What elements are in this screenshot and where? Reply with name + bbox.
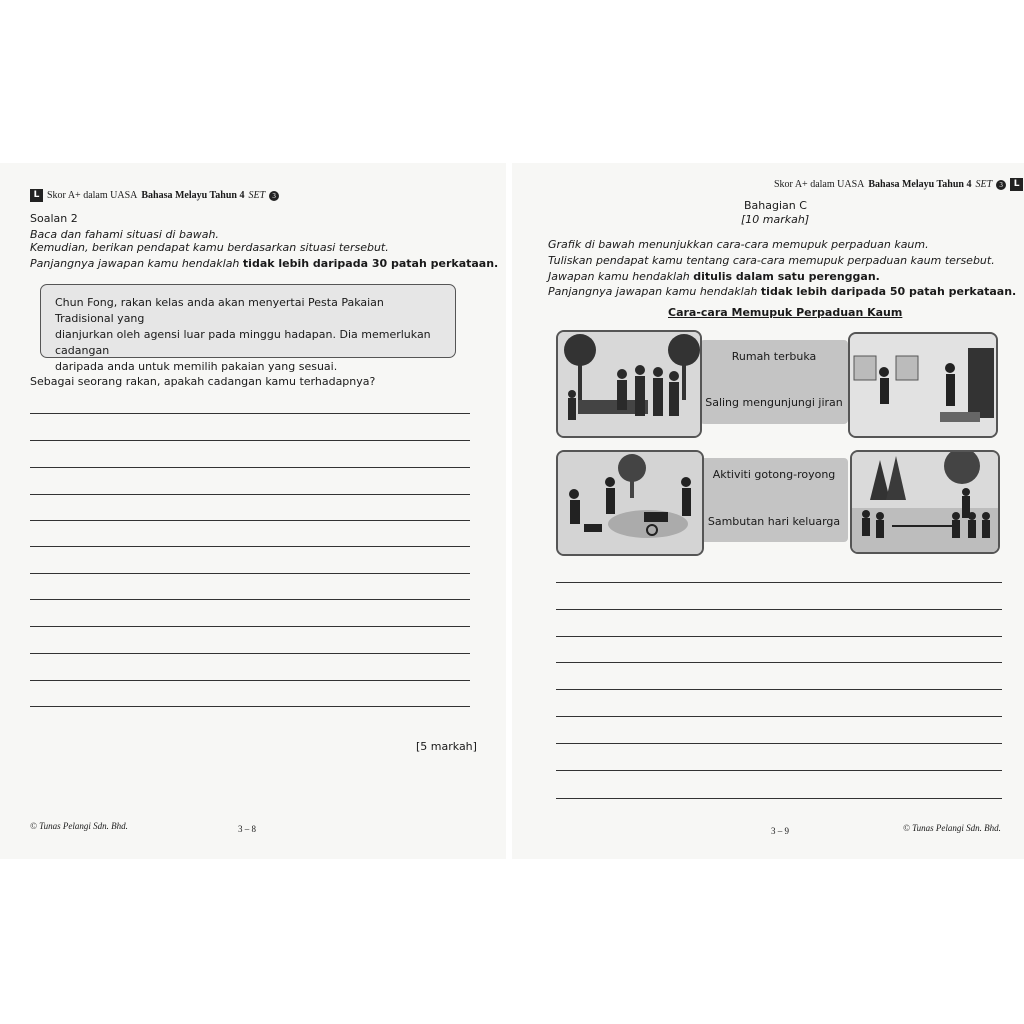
length-instruction	[548, 285, 1016, 298]
header-text: Skor A+ dalam UASA	[774, 179, 865, 190]
answer-line[interactable]	[30, 520, 470, 521]
set-number-badge: 3	[269, 191, 279, 201]
open-house-people-icon	[558, 332, 700, 436]
answer-line[interactable]	[556, 743, 1002, 744]
answer-line[interactable]	[30, 467, 470, 468]
left-footer-page: 3 – 8	[238, 824, 256, 834]
header-set-label: SET	[248, 190, 266, 201]
instruction-line-2: Tuliskan pendapat kamu tentang cara-cara memupuk perpaduan kaum tersebut.	[548, 254, 995, 267]
header-subject: Bahasa Melayu Tahun 4	[868, 179, 972, 190]
item-label-rumah-terbuka: Rumah terbuka	[731, 350, 817, 363]
scenario-line: daripada anda untuk memilih pakaian yang sesuai.	[55, 360, 338, 373]
cleaning-people-icon	[558, 452, 702, 554]
answer-line[interactable]	[30, 706, 470, 707]
scenario-line: dianjurkan oleh agensi luar pada minggu hadapan. Dia memerlukan cadangan	[55, 328, 431, 357]
answer-line[interactable]	[556, 689, 1002, 690]
length-prefix: Panjangnya jawapan kamu hendaklah	[548, 285, 758, 298]
length-bold: tidak lebih daripada 30 patah perkataan.	[242, 257, 499, 270]
answer-line[interactable]	[30, 413, 470, 414]
marks-text: [5 markah]	[416, 740, 477, 753]
answer-line[interactable]	[30, 653, 470, 654]
open-house-illustration	[556, 330, 702, 438]
answer-line[interactable]	[30, 680, 470, 681]
right-footer-page: 3 – 9	[771, 826, 789, 836]
answer-line[interactable]	[30, 546, 470, 547]
publisher-logo-icon: L	[1010, 178, 1023, 191]
answer-line[interactable]	[556, 662, 1002, 663]
header-text: Skor A+ dalam UASA	[47, 190, 138, 201]
answer-bold: ditulis dalam satu perenggan.	[693, 270, 880, 283]
instruction-line-1: Grafik di bawah menunjukkan cara-cara memupuk perpaduan kaum.	[548, 238, 929, 251]
answer-line[interactable]	[30, 573, 470, 574]
answer-line[interactable]	[556, 770, 1002, 771]
graphic-band-top	[700, 340, 848, 424]
header-set-label: SET	[975, 179, 993, 190]
length-bold: tidak lebih daripada 50 patah perkataan.	[760, 285, 1017, 298]
question-title: Soalan 2	[30, 212, 78, 225]
set-number-badge: 3	[996, 180, 1006, 190]
left-header	[30, 189, 279, 202]
answer-line[interactable]	[556, 636, 1002, 637]
answer-instruction	[548, 270, 880, 283]
section-title: Bahagian C	[744, 199, 807, 212]
answer-line[interactable]	[556, 609, 1002, 610]
publisher-logo-icon: L	[30, 189, 43, 202]
section-marks: [10 markah]	[741, 213, 810, 226]
right-header	[774, 178, 1023, 191]
left-footer-copyright: © Tunas Pelangi Sdn. Bhd.	[30, 821, 128, 831]
instruction-line-1: Baca dan fahami situasi di bawah.	[30, 228, 219, 241]
answer-line[interactable]	[30, 626, 470, 627]
answer-line[interactable]	[30, 494, 470, 495]
marks-label	[416, 740, 477, 753]
length-prefix: Panjangnya jawapan kamu hendaklah	[30, 257, 240, 270]
gotong-royong-illustration	[556, 450, 704, 556]
length-instruction	[30, 257, 498, 270]
answer-line[interactable]	[556, 582, 1002, 583]
item-label-sambutan-hari-keluarga: Sambutan hari keluarga	[707, 515, 841, 528]
header-subject: Bahasa Melayu Tahun 4	[141, 190, 245, 201]
house-door-icon	[850, 334, 996, 436]
answer-line[interactable]	[30, 440, 470, 441]
answer-line[interactable]	[556, 716, 1002, 717]
right-footer-copyright: © Tunas Pelangi Sdn. Bhd.	[903, 823, 1001, 833]
visiting-neighbour-illustration	[848, 332, 998, 438]
answer-prefix: Jawapan kamu hendaklah	[548, 270, 690, 283]
item-label-saling-mengunjungi-jiran: Saling mengunjungi jiran	[705, 396, 843, 409]
answer-line[interactable]	[556, 798, 1002, 799]
scenario-line: Chun Fong, rakan kelas anda akan menyertai Pesta Pakaian Tradisional yang	[55, 296, 384, 325]
graphic-title: Cara-cara Memupuk Perpaduan Kaum	[668, 306, 903, 319]
graphic-band-bottom	[700, 458, 848, 542]
item-label-aktiviti-gotong-royong: Aktiviti gotong-royong	[712, 468, 836, 481]
answer-line[interactable]	[30, 599, 470, 600]
question-prompt: Sebagai seorang rakan, apakah cadangan kamu terhadapnya?	[30, 375, 376, 388]
family-day-illustration	[850, 450, 1000, 554]
instruction-line-2: Kemudian, berikan pendapat kamu berdasarkan situasi tersebut.	[30, 241, 389, 254]
scenario-box	[40, 284, 456, 373]
family-day-crowd-icon	[852, 452, 998, 552]
